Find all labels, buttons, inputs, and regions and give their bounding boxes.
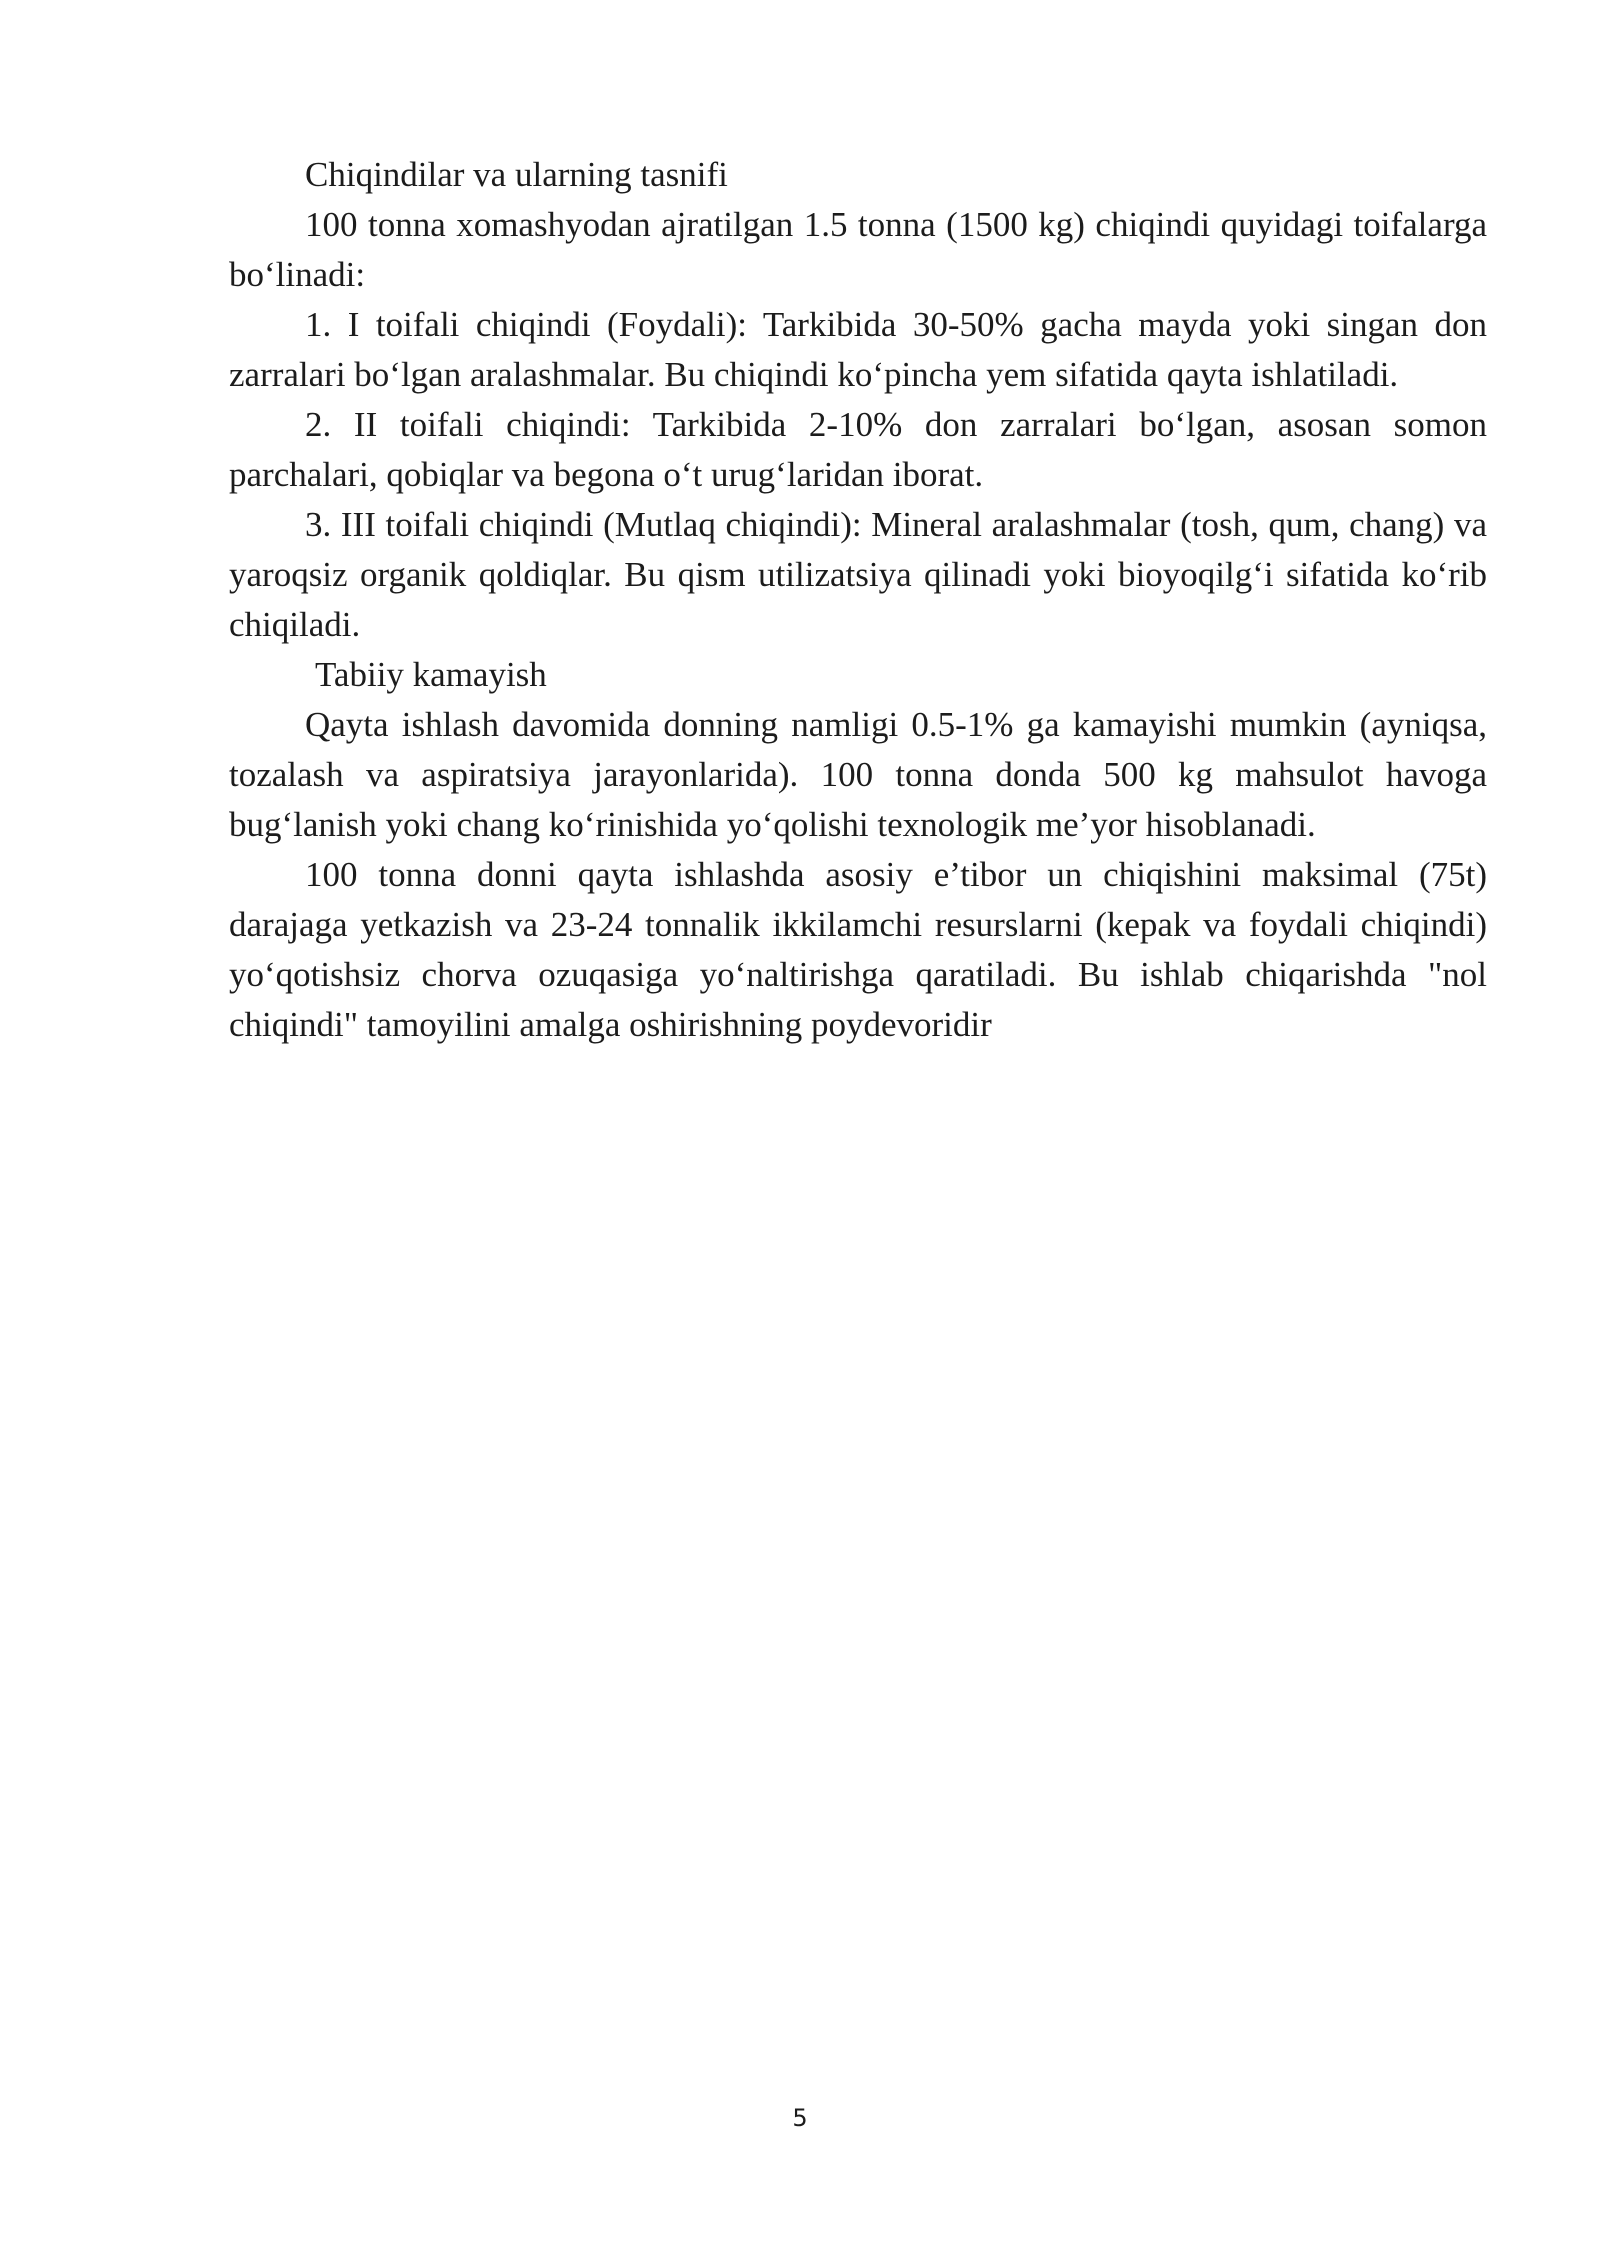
paragraph-category-2: 2. II toifali chiqindi: Tarkibida 2-10% don zarralari bo‘lgan, asosan somon parchalari, qobiqlar va begona o‘t urug‘laridan iborat. xyxy=(229,405,1487,494)
section-heading-waste-classification: Chiqindilar va ularning tasnifi xyxy=(305,155,728,194)
page-body xyxy=(229,150,1487,1050)
paragraph-category-3: 3. III toifali chiqindi (Mutlaq chiqindi): Mineral aralashmalar (tosh, qum, chang) va yaroqsiz organik qoldiqlar. Bu qism utilizatsiya qilinadi yoki bioyoqilg‘i sifatida ko‘rib chiqiladi. xyxy=(229,505,1487,644)
section-heading-natural-loss: Tabiiy kamayish xyxy=(315,655,547,694)
paragraph-natural-loss: Qayta ishlash davomida donning namligi 0.5-1% ga kamayishi mumkin (ayniqsa, tozalash va aspiratsiya jarayonlarida). 100 tonna donda 500 kg mahsulot havoga bug‘lanish yoki chang ko‘rinishida yo‘qolishi texnologik me’yor hisoblanadi. xyxy=(229,705,1487,844)
paragraph-waste-intro: 100 tonna xomashyodan ajratilgan 1.5 tonna (1500 kg) chiqindi quyidagi toifalarga bo‘linadi: xyxy=(229,205,1487,294)
paragraph-conclusion: 100 tonna donni qayta ishlashda asosiy e’tibor un chiqishini maksimal (75t) darajaga yetkazish va 23-24 tonnalik ikkilamchi resurslarni (kepak va foydali chiqindi) yo‘qotishsiz chorva ozuqasiga yo‘naltirishga qaratiladi. Bu ishlab chiqarishda "nol chiqindi" tamoyilini amalga oshirishning poydevoridir xyxy=(229,855,1487,1044)
paragraph-category-1: 1. I toifali chiqindi (Foydali): Tarkibida 30-50% gacha mayda yoki singan don zarralari bo‘lgan aralashmalar. Bu chiqindi ko‘pincha yem sifatida qayta ishlatiladi. xyxy=(229,305,1487,394)
page-number: 5 xyxy=(792,2104,808,2132)
